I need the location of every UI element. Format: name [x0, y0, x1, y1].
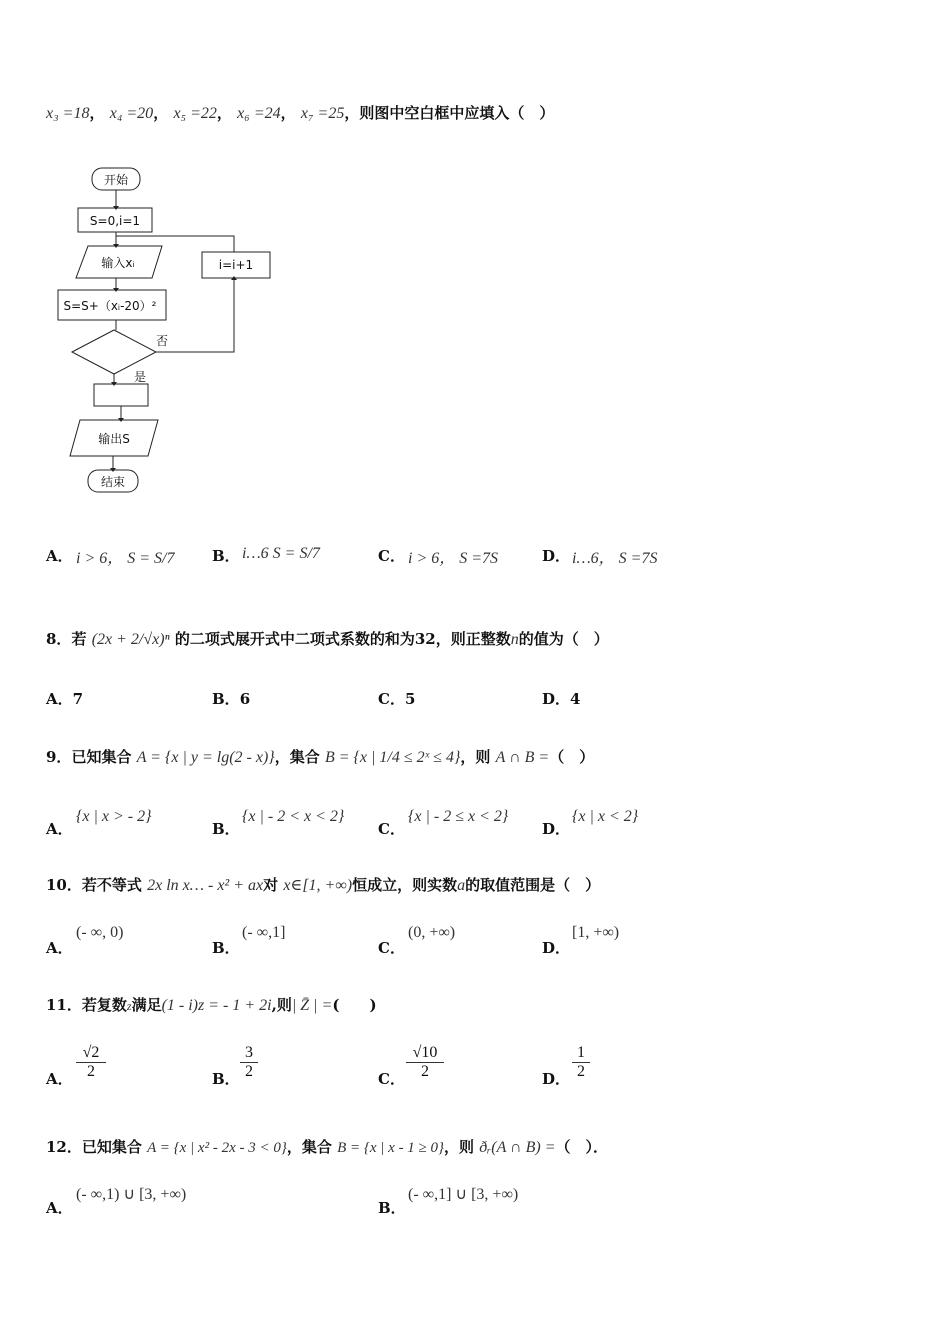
flow-update-label: S=S+（xᵢ-20）²	[63, 299, 157, 313]
q8-option-a: A．7	[46, 690, 84, 708]
q8-var-n: n	[510, 631, 519, 648]
q8-stem: 8．若 (2x + 2/√x)ⁿ 的二项式展开式中二项式系数的和为32，则正整数n的值为（ ）	[46, 630, 609, 648]
q7-option-c-label: C．	[378, 547, 405, 565]
q7-option-d-value: i…6， S =7S	[572, 550, 658, 567]
flow-end-label: 结束	[100, 475, 126, 489]
q10-option-c-label: C．	[378, 939, 405, 957]
q7-option-b-label: B．	[212, 547, 240, 565]
flow-incr-label: i=i+1	[218, 258, 254, 272]
q7-x5: x₅ =22	[173, 105, 217, 122]
q8-option-b: B．6	[212, 690, 251, 708]
q9-set-a: A = {x | y = lg(2 - x)}	[136, 749, 275, 766]
q7-option-a-value: i > 6， S = S/7	[76, 550, 175, 567]
q10-option-d-label: D．	[542, 939, 571, 957]
q12-option-a-value: (- ∞,1) ∪ [3, +∞)	[76, 1186, 187, 1203]
q8-number: 8．	[46, 630, 72, 648]
q11-option-c-label: C．	[378, 1070, 405, 1088]
q10-stem: 10．若不等式 2x ln x… - x² + ax对 x∈[1, +∞)恒成立，则实数a的取值范围是（ ）	[46, 876, 601, 894]
q12-number: 12．	[46, 1138, 82, 1156]
q8-option-c: C．5	[378, 690, 416, 708]
q10-option-d-value: [1, +∞)	[572, 924, 620, 941]
flow-blank-box	[94, 384, 148, 406]
q9-option-c-label: C．	[378, 820, 405, 838]
q9-option-b-label: B．	[212, 820, 240, 838]
q11-option-d-label: D．	[542, 1070, 571, 1088]
q9-stem: 9．已知集合 A = {x | y = lg(2 - x)}，集合 B = {x | 1/4 ≤ 2ˣ ≤ 4}，则 A ∩ B =（ ）	[46, 748, 595, 766]
q7-option-d-label: D．	[542, 547, 571, 565]
q12-option-a-label: A．	[46, 1199, 73, 1217]
q11-option-c-fraction: √10 2	[406, 1044, 444, 1081]
flow-input-label: 输入xᵢ	[101, 256, 135, 270]
q12-set-a: A = {x | x² - 2x - 3 < 0}	[147, 1140, 287, 1156]
q11-equation: (1 - i)z = - 1 + 2i	[161, 997, 272, 1014]
q11-option-b-fraction: 3 2	[240, 1044, 258, 1081]
q11-expression: | Z̄ | =	[291, 997, 333, 1014]
q7-x4: x₄ =20	[109, 105, 154, 122]
q7-option-b-value: i…6 S = S/7	[242, 545, 320, 562]
q10-option-c-value: (0, +∞)	[408, 924, 456, 941]
q9-number: 9．	[46, 748, 72, 766]
q10-number: 10．	[46, 876, 82, 894]
q11-option-a-fraction: √2 2	[76, 1044, 106, 1081]
q12-expression: ðᵣ(A ∩ B) =	[479, 1139, 556, 1156]
q9-option-d-value: {x | x < 2}	[572, 808, 639, 825]
flow-init-label: S=0,i=1	[89, 214, 141, 228]
q11-stem: 11．若复数z满足(1 - i)z = - 1 + 2i,则| Z̄ | =( )	[46, 996, 377, 1014]
q12-stem: 12．已知集合 A = {x | x² - 2x - 3 < 0}，集合 B = {x | x - 1 ≥ 0}，则 ðᵣ(A ∩ B) =（ ）．	[46, 1138, 609, 1156]
q7-x3: x₃ =18	[46, 105, 90, 122]
q11-option-a-label: A．	[46, 1070, 73, 1088]
q11-number: 11．	[46, 996, 82, 1014]
flow-yes-label: 是	[134, 370, 147, 384]
q7-stem: x₃ =18， x₄ =20， x₅ =22， x₆ =24， x₇ =25，则图中空白框中应填入（ ）	[46, 104, 555, 122]
q9-set-b: B = {x | 1/4 ≤ 2ˣ ≤ 4}	[324, 749, 461, 766]
q8-expression: (2x + 2/√x)ⁿ	[91, 631, 170, 648]
q9-expression: A ∩ B =	[495, 749, 550, 766]
flow-start-label: 开始	[103, 173, 129, 187]
q8-option-d: D．4	[542, 690, 581, 708]
q9-option-c-value: {x | - 2 ≤ x < 2}	[408, 808, 509, 825]
q11-option-d-fraction: 1 2	[572, 1044, 590, 1081]
q7-option-c-value: i > 6， S =7S	[408, 550, 499, 567]
q11-option-b-label: B．	[212, 1070, 240, 1088]
q10-inequality: 2x ln x… - x² + ax	[147, 877, 264, 894]
q12-option-b-value: (- ∞,1] ∪ [3, +∞)	[408, 1186, 519, 1203]
q12-option-b-label: B．	[378, 1199, 406, 1217]
q7-x6: x₆ =24	[237, 105, 281, 122]
flow-decision	[72, 330, 156, 374]
q7-option-a-label: A．	[46, 547, 73, 565]
q7-x7: x₇ =25	[300, 105, 345, 122]
q9-option-a-value: {x | x > - 2}	[76, 808, 152, 825]
q10-domain: x∈[1, +∞)	[283, 877, 353, 894]
q9-option-a-label: A．	[46, 820, 73, 838]
q10-option-b-value: (- ∞,1]	[242, 924, 286, 941]
q10-option-b-label: B．	[212, 939, 240, 957]
q9-option-b-value: {x | - 2 < x < 2}	[242, 808, 345, 825]
flow-no-label: 否	[156, 334, 169, 348]
q7-tail: ，则图中空白框中应填入（ ）	[344, 104, 555, 122]
q11-var-z: z	[126, 999, 132, 1013]
q9-option-d-label: D．	[542, 820, 571, 838]
q10-option-a-value: (- ∞, 0)	[76, 924, 124, 941]
q10-var-a: a	[457, 877, 466, 894]
q7-flowchart	[50, 162, 290, 502]
q10-option-a-label: A．	[46, 939, 73, 957]
q12-set-b: B = {x | x - 1 ≥ 0}	[337, 1140, 445, 1156]
flow-output-label: 输出S	[98, 432, 130, 446]
